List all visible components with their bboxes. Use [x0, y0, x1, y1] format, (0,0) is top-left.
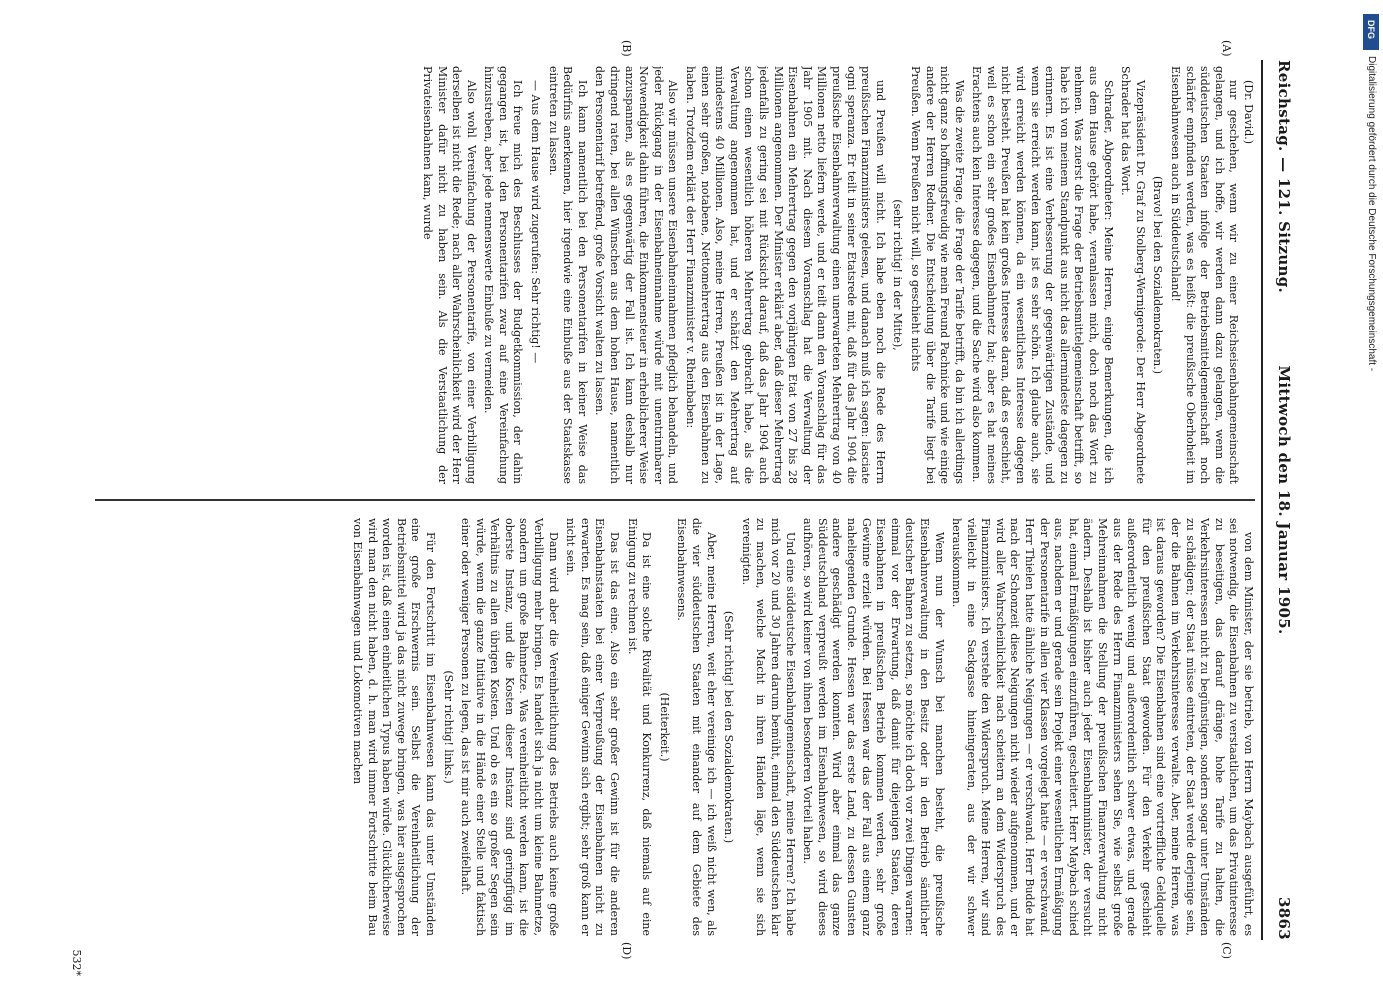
speaker-attribution: (Dr. David.) [1242, 80, 1255, 145]
margin-marker-c: (C) [1220, 942, 1233, 959]
header-left: Reichstag. — 121. Sitzung. [1275, 60, 1293, 294]
header-date: Mittwoch den 18. Januar 1905. [1275, 365, 1293, 635]
page-number: 3863 [1275, 897, 1293, 940]
header-rule [1261, 60, 1263, 940]
paragraph: Also wohl Vereinfachung der Personentarife, von einer Verbilligung derselben ist nicht die Rede; nach aller Wahrscheinlichkeit wird der Herr Minister dafür nicht zu haben sein. Als die Verstaatlichung der Privateisenbahnen kam, wurde [420, 66, 478, 484]
interjection: (sehr richtig! in der Mitte), [891, 199, 905, 351]
paragraph: Da ist eine solche Rivalität und Konkurrenz, daß niemals auf eine Einigung zu rechnen ist. [625, 518, 654, 936]
paragraph: Das ist das eine. Also ein sehr großer Gewinn ist für die anderen Eisenbahnstaaten bei einer Verpreußung der Eisenbahnen nicht zu erwarten. Es mag sein, daß einiger Gewinn sich ergibt; sehr groß kann er nicht sein. [564, 518, 622, 936]
paragraph: Schrader, Abgeordneter: Meine Herren, einige Bemerkungen, die ich aus dem Hause gehört habe, veranlassen mich, doch noch das Wort zu nehmen. Was zuerst die Frage der Betriebsmittelgemeinschaft betrifft, so habe ich von meinem Standpunkt aus nicht das allermindeste dagegen zu erinnern. Es ist eine Verbesserung der gegenwärtigen Zustände, und wenn sie erreicht werden kann, ist es sehr schön. Ich glaube auch, sie wird erreicht werden können, da ein wesentliches Interesse dagegen nicht besteht. Preußen hat kein großes Interesse daran, daß es geschieht, weil es schon ein sehr großes Eisenbahnnetz hat; aber es hat meines Erachtens auch kein Interesse dagegen, und die Sache wird also kommen. [970, 66, 1115, 484]
paragraph: Vizepräsident Dr. Graf zu Stolberg-Wernigerode: Der Herr Abgeordnete Schrader hat das Wort. [1119, 66, 1147, 484]
paragraph: Wenn nun der Wunsch bei manchen besteht, die preußische Eisenbahnverwaltung in den Besitz oder in den Betrieb sämtlicher deutscher Bahnen zu setzen, so möchte ich doch vor zwei Dingen warnen: einmal vor der Erwartung, daß damit für diejenigen Staaten, deren Eisenbahnen in preußischen Betrieb kommen werden, sehr große Gewinne erzielt würden. Bei Hessen war das der Fall aus einem ganz naheliegenden Grunde. Hessen war das erste Land, zu dessen Gunsten andere geschädigt werden konnten. Wird aber einmal das ganze Süddeutschland verpreußt werden im Eisenbahnwesen, so wird dieses aufhören, so wird keiner von ihnen besonderen Vorteil haben. [801, 518, 946, 936]
margin-marker-b: (B) [620, 40, 633, 57]
interjection: (Sehr richtig! links.) [441, 670, 455, 784]
paragraph: Dann wird aber die Vereinheitlichung des Betriebs auch keine große Verbilligung mehr bringen. Es handelt sich ja nicht um kleine Bahnnetze, sondern um große Bahnnetze. Was vereinheitlicht werden kann, ist die oberste Instanz, und die Kosten dieser Instanz sind geringfügig im Verhältnis zu allen übrigen Kosten. Und ob es ein so großer Segen sein würde, wenn die ganze Initiative in die Hände einer Stelle und faktisch einer oder weniger Personen zu legen, das ist mir auch zweifelhaft. [459, 518, 560, 936]
page-header [1265, 60, 1293, 940]
quotation: Also wir müssen unsere Eisenbahneinnahmen pfleglich behandeln, und jeder Rückgang in der Eisenbahneinnahme würde mit unentrinnbarer Notwendigkeit dahin führen, die Einkommensteuer in erheblicherer Weise anzuspannen, als es gegenwärtig der Fall ist. Ich kann deshalb nur dringend raten, bei allen Wünschen aus dem hohen Hause, namentlich den Personentarif betreffend, große Vorsicht walten zu lassen. [593, 66, 680, 484]
digitization-credit [1355, 8, 1383, 998]
interjection: (Bravo! bei den Sozialdemokraten.) [1151, 175, 1165, 375]
interjection: — Aus dem Hause wird zugerufen: Sehr richtig! — [529, 80, 543, 364]
interjection: (Sehr richtig! bei den Sozialdemokraten.) [722, 610, 736, 844]
column-divider [95, 499, 1255, 501]
interjection: (Heiterkeit.) [657, 692, 671, 762]
margin-marker-a: (A) [1220, 40, 1233, 57]
margin-marker-d: (D) [620, 942, 633, 960]
paragraph: nur geschehen, wenn wir zu einer Reichseisenbahngemeinschaft gelangen, und ich hoffe, wir werden dann dazu gelangen, wenn die süddeutschen Staaten infolge der Betriebsmittelgemeinschaft noch schärfer empfinden werden, was es heißt: die preußische Oberhoheit im Eisenbahnwesen auch in Süddeutschland! [1169, 66, 1241, 484]
credit-text: Digitalisierung gefördert durch die Deutsche Forschungsgemeinschaft - [1366, 56, 1377, 372]
signature-mark: 532* [70, 949, 83, 976]
document-page [43, 0, 1333, 1000]
paragraph: Für den Fortschritt im Eisenbahnwesen kann das unter Umständen eine große Erschwernis sein. Selbst die Vereinheitlichung der Betriebsmittel wird ja das nicht zuwege bringen, was hier ausgesprochen worden ist, daß einen einheitlichen Typus haben würde. Glücklicherweise wird man den nicht haben, d. h. man wird immer Fortschritte beim Bau von Eisenbahnwagen und Lokomotiven machen [350, 518, 437, 936]
paragraph: Was die zweite Frage, die Frage der Tarife betrifft, da bin ich allerdings nicht ganz so hoffnungsfreudig wie mein Freund Pachnicke und wie einige andere der Herren Redner. Die Entscheidung über die Tarife liegt bei Preußen. Wenn Preußen nicht will, so geschieht nichts [908, 66, 966, 484]
quotation: Ich freue mich des Beschlusses der Budgetkommission, der dahin gegangen ist, bei den Personentarifen zwar auf eine Vereinfachung hinzustreben, aber jede nennenswerte Einbuße zu vermeiden. [482, 66, 525, 484]
paragraph: und Preußen will nicht. Ich habe eben noch die Rede des Herrn preußischen Finanzministers gelesen, und danach muß ich sagen: lasciate ogni speranza. Er teilt in seiner Etatsrede mit, daß für das Jahr 1904 die preußische Eisenbahnverwaltung einen unerwarteten Mehrertrag von 40 Millionen netto liefern werde, und er teilt dann den Voranschlag für das Jahr 1905 mit. Nach diesem Voranschlag hat die Verwaltung der Eisenbahnen ein Mehrertrag gegen den vorjährigen Etat von 27 bis 28 Millionen angenommen. Der Minister erklärt aber, daß dieser Mehrertrag jedenfalls zu gering sei mit Rücksicht darauf, daß das Jahr 1904 auch schon einen wesentlich höheren Mehrertrag gebracht habe, als die Verwaltung angenommen hat, und er schätzt den Mehrertrag auf mindestens 40 Millionen. Also, meine Herren, Preußen ist in der Lage, einen sehr großen, notabene, Nettomehrertrag aus den Eisenbahnen zu haben. Trotzdem erklärt der Herr Finanzminister v. Rheinbaben: [684, 66, 887, 484]
paragraph: Und eine süddeutsche Eisenbahngemeinschaft, meine Herren? Ich habe mich vor 20 und 30 Jahren darum bemüht, einmal den Süddeutschen klar zu machen, welche Macht in ihren Händen läge, wenn sie sich vereinigten. [739, 518, 797, 936]
quotation: Ich kann namentlich bei den Personentarifen in keiner Weise das Bedürfnis anerkennen, hier irgendwie eine Einbuße aus der Staatskasse eintreten zu lassen. [546, 66, 589, 484]
dfg-logo: DFG [1363, 14, 1379, 50]
paragraph: Aber, meine Herren, weit eher vereinige ich — ich weiß nicht wen, als die vier süddeutschen Staaten mit einander auf dem Gebiete des Eisenbahnwesens. [675, 518, 718, 936]
right-column [85, 518, 1255, 936]
paragraph: von dem Minister, der sie betrieb, von Herrn Maybach ausgeführt, es sei notwendig, die Eisenbahnen zu verstaatlichen, um das Privatinteresse zu beseitigen, das darauf dränge, hohe Tarife zu halten, die Verkehrsinteressen nicht zu begünstigen, sondern sogar unter Umständen zu schädigen; der Staat müsse eintreten, der Staat werde derjenige sein, der die Bahnen im Verkehrsinteresse verwalte. Aber, meine Herren, was ist daraus geworden? Die Eisenbahnen sind eine vortreffliche Geldquelle für den preußischen Staat geworden. Für den Verkehr geschieht außerordentlich wenig und außerordentlich schwer etwas, und gerade aus der Rede des Herrn Finanzministers sehen Sie, wie selbst große Mehreinnahmen die Stellung der preußischen Finanzverwaltung nicht ändern. Deshalb ist bisher auch jeder Eisenbahnminister, der versucht hat, einmal Ermäßigungen einzuführen, gescheitert. Herr Maybach schied aus, nachdem er und gerade sein Projekt einer wesentlichen Ermäßigung der Personentarife in allen vier Klassen vorgelegt hatte — er verschwand. Herr Thielen hatte ähnliche Neigungen — er verschwand. Herr Budde hat nach der Schonzeit diese Neigungen nicht wieder aufgenommen, und er wird aller Wahrscheinlichkeit nach scheitern an dem Widerspruch des Finanzministers. Ich verstehe den Widerspruch. Meine Herren, wir sind vielleicht in eine Sackgasse hineingeraten, aus der wir schwer herauskommen. [950, 518, 1255, 936]
left-column [85, 66, 1255, 484]
